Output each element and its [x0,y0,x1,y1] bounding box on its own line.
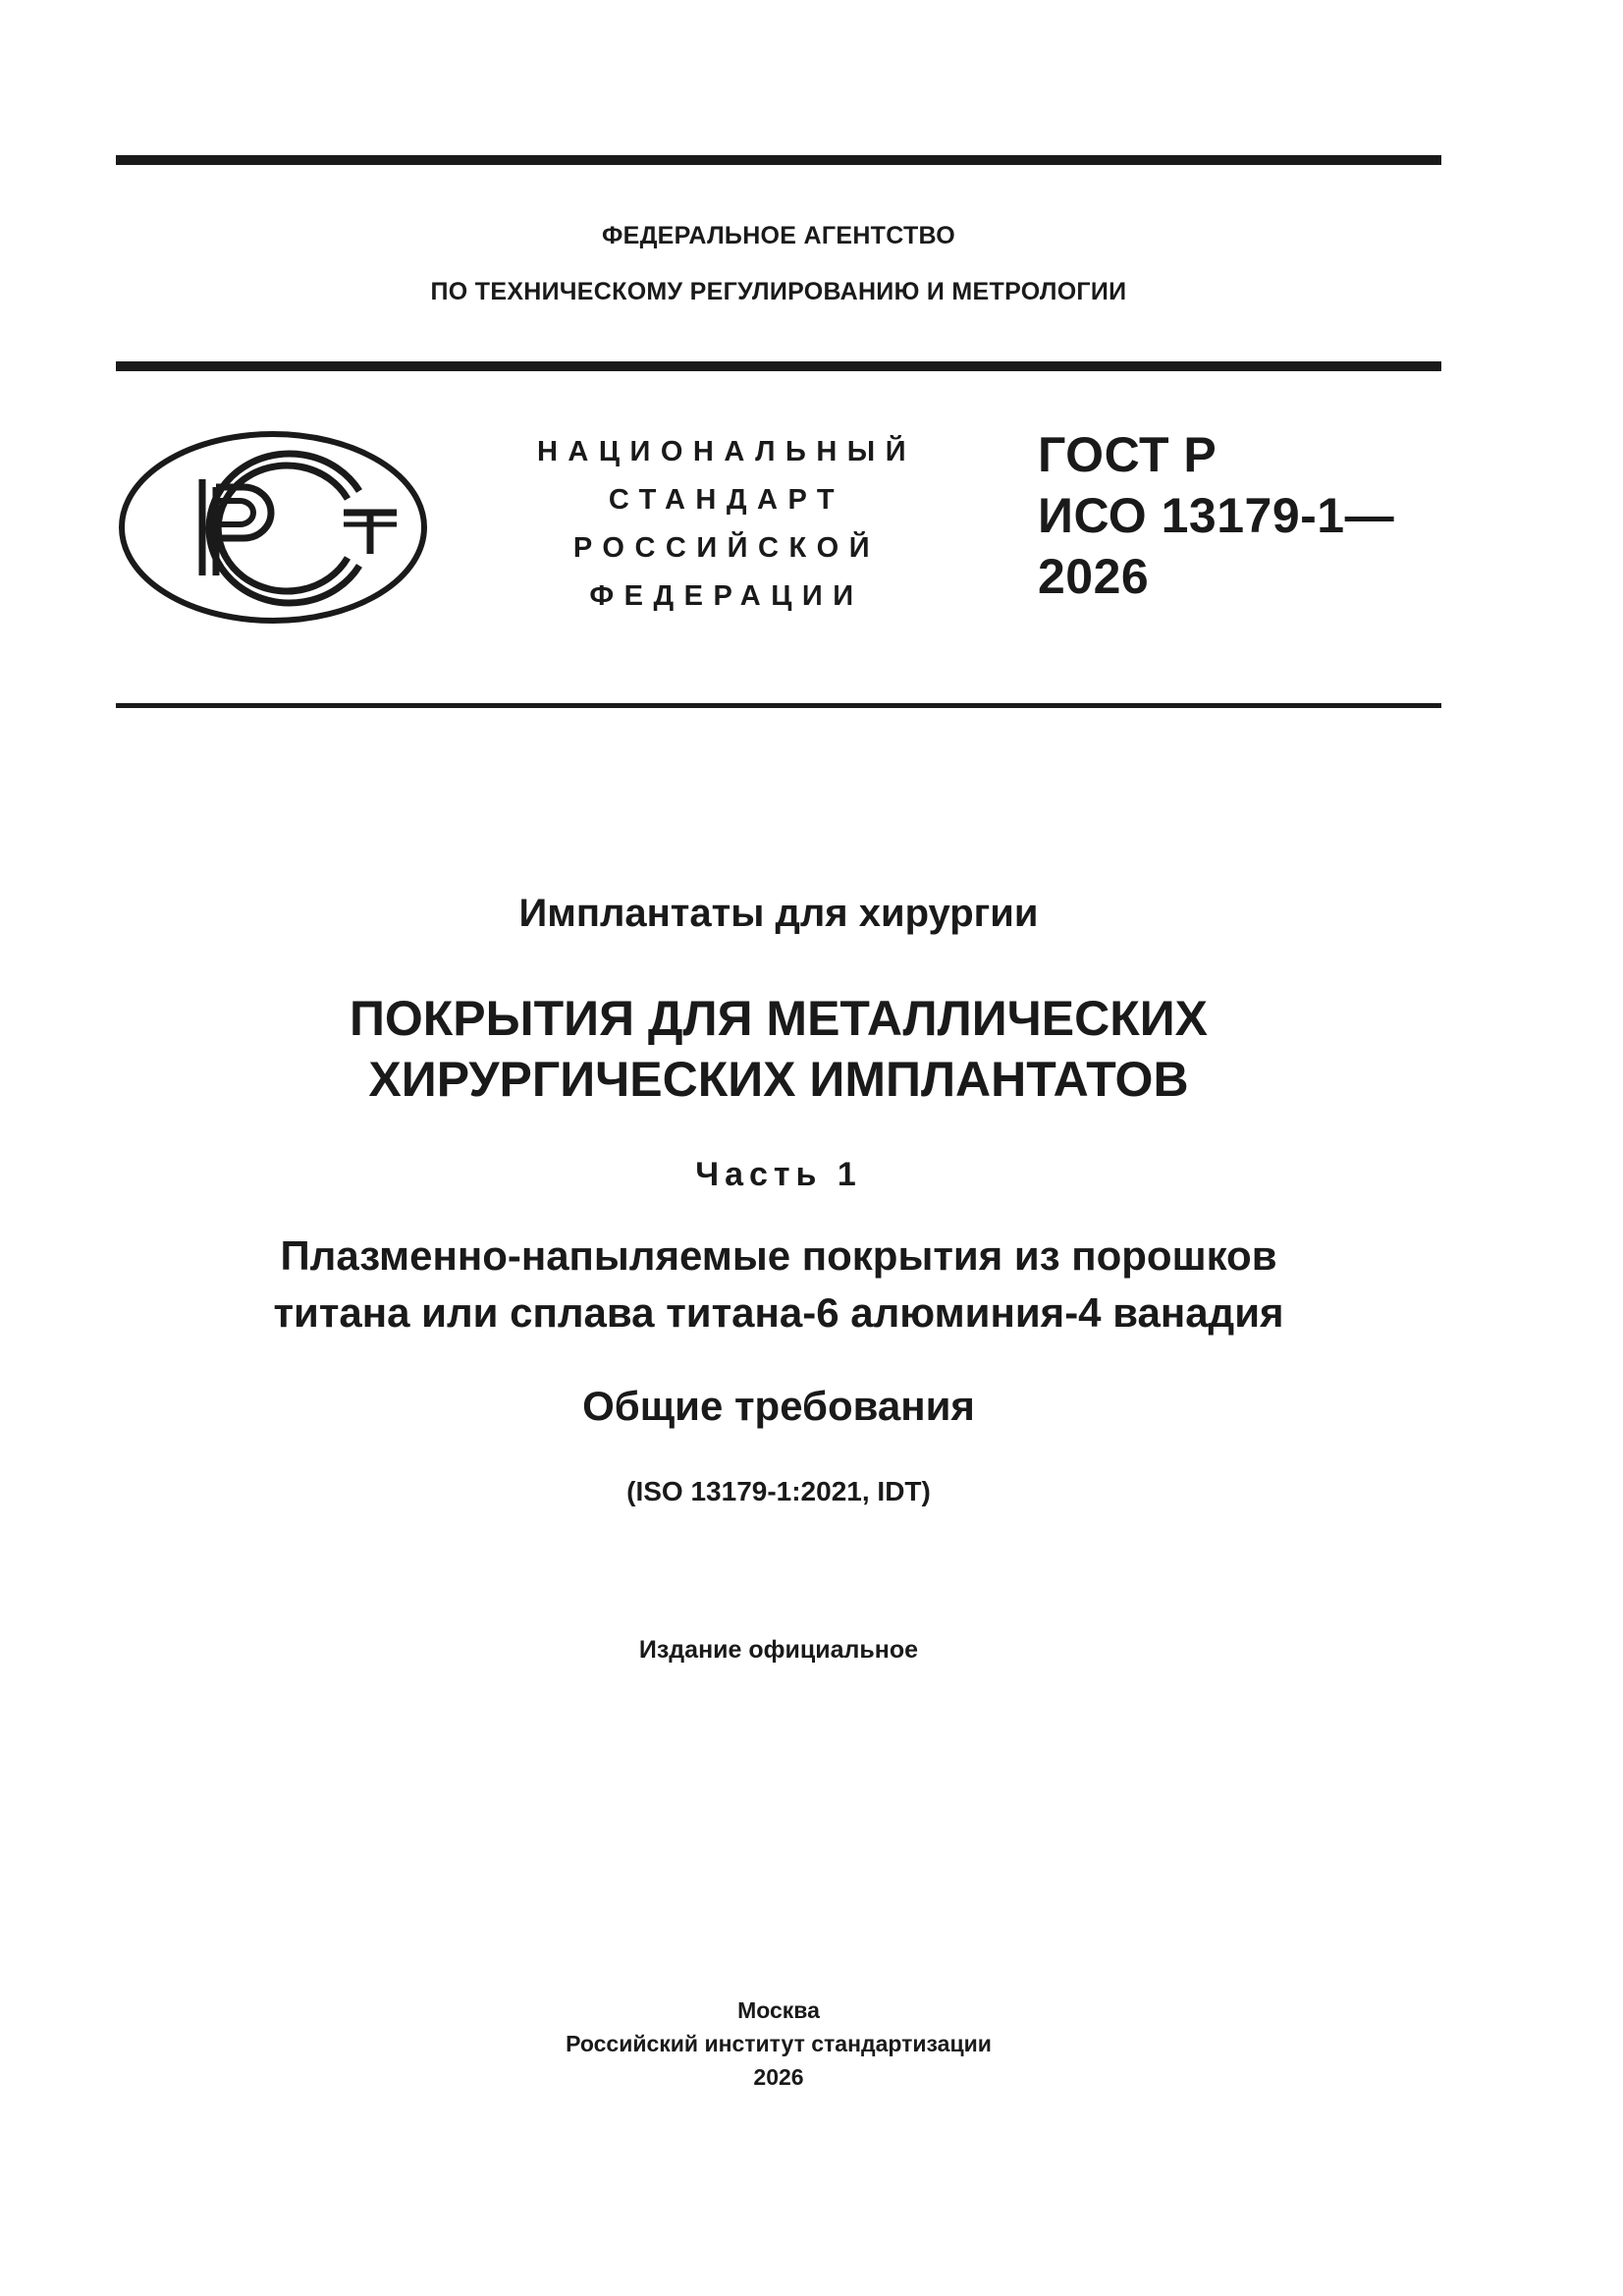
national-standard-line: ФЕДЕРАЦИИ [589,580,864,612]
iso-reference: (ISO 13179-1:2021, IDT) [626,1476,931,1506]
document-title-line: ПОКРЫТИЯ ДЛЯ МЕТАЛЛИЧЕСКИХ [349,991,1209,1046]
designation-line: ИСО 13179-1— [1038,488,1395,543]
national-standard-line: НАЦИОНАЛЬНЫЙ [536,436,917,467]
rst-emblem-icon [116,428,430,627]
document-subtitle: Имплантаты для хирургии [518,892,1039,935]
publisher-city: Москва [737,1997,820,2023]
lower-rule [116,703,1441,708]
standard-designation [1038,424,1450,607]
publisher-block [116,1994,1441,2094]
national-standard-line: СТАНДАРТ [608,484,845,516]
publisher-name: Российский институт стандартизации [566,2031,992,2056]
middle-rule [116,361,1441,371]
national-standard-caption [501,428,952,621]
part-title [116,1228,1441,1341]
document-title-line: ХИРУРГИЧЕСКИХ ИМПЛАНТАТОВ [368,1052,1189,1107]
designation-line: 2026 [1038,549,1150,604]
part-number: Часть 1 [695,1156,862,1193]
part-title-line: Плазменно-напыляемые покрытия из порошков [280,1232,1277,1279]
designation-line: ГОСТ Р [1038,427,1217,482]
top-rule [116,155,1441,165]
general-requirements-heading: Общие требования [582,1383,975,1429]
publisher-year: 2026 [753,2064,804,2090]
agency-name-line2: ПО ТЕХНИЧЕСКОМУ РЕГУЛИРОВАНИЮ И МЕТРОЛОГИИ [430,278,1127,305]
edition-note: Издание официальное [638,1636,919,1664]
agency-name-line1: ФЕДЕРАЛЬНОЕ АГЕНТСТВО [601,222,956,249]
document-title [116,988,1441,1110]
part-title-line: титана или сплава титана-6 алюминия-4 ванадия [273,1289,1284,1336]
national-standard-line: РОССИЙСКОЙ [572,532,881,564]
